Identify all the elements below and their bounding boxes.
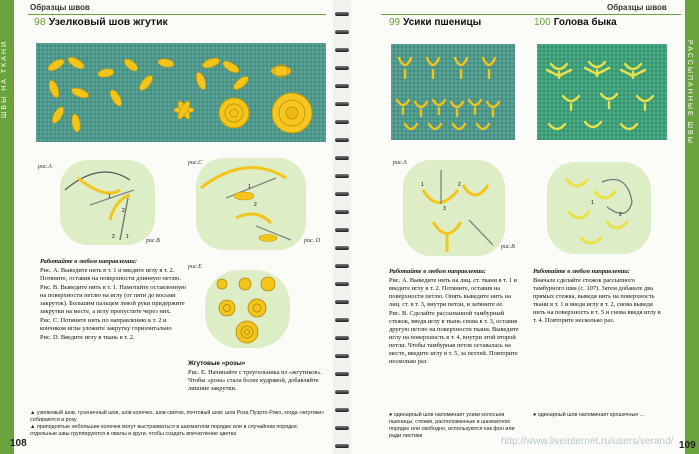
footnote-2: ▲ приподнятые небольшие колечки могут выстраиваться в шахматном порядке или в случайном порядке; отдельные швы группируются в овалы и круги, чтобы создать впечатление цветка [30, 424, 299, 437]
fig-label-c: рис.С [188, 160, 203, 166]
side-tab-right-label: РАССЫПАННЫЕ ШВЫ [686, 40, 693, 145]
svg-text:1: 1 [126, 234, 129, 240]
stitch-title-98 [34, 16, 168, 28]
side-tab-left [0, 0, 14, 454]
instructions-98 [40, 258, 190, 343]
stitch-photo-100 [537, 44, 667, 140]
page-number-left: 108 [10, 438, 27, 449]
fig-label-e: рис.Е [188, 264, 202, 270]
svg-text:1: 1 [421, 182, 424, 188]
diagram-a-b [60, 160, 155, 245]
instruction-99-a: Рис. А. Выведите нить на лиц. ст. ткани в т. 1 и введите иглу в т. 2. Потяните, оставив на поверхности петлю. Опять выведите нить на лиц. ст. в т. 3, внутри петли, и затяните ее. [389, 277, 517, 308]
footnotes-98 [30, 410, 326, 438]
stitch-name: Голова быка [553, 17, 617, 28]
page-number-right: 109 [679, 440, 696, 451]
instruction-d: Рис. D. Введите иглу в ткань в т. 2. [40, 334, 135, 341]
svg-text:2: 2 [458, 182, 461, 188]
left-page [0, 0, 333, 454]
stitch-name: Усики пшеницы [403, 17, 482, 28]
side-tab-left-label: ШВЫ НА ТКАНИ [1, 40, 8, 119]
instruction-100: Вначале сделайте стежок рассыпного тамбурного шва (с. 107). Затем добавьте два прямых стежка, выведя нить на поверхность ткани в т. 1 и введя иглу в т. 2, снова выведя нить на поверхность в т. 5 и снова введя иглу в т. 4. Повторите несколько раз. [533, 277, 661, 324]
right-page [351, 0, 699, 454]
stitch-number: 100 [534, 17, 551, 28]
fig-label-b: рис.В [146, 238, 160, 244]
stitch-title-100 [534, 17, 617, 28]
instructions-heading: Работайте в любом направлении: [533, 268, 630, 275]
stitch-photo-98 [36, 43, 326, 142]
diagram-e [205, 270, 290, 348]
side-tab-right [685, 0, 699, 454]
instructions-heading: Работайте в любом направлении: [389, 268, 486, 275]
roses-description: Рис. Е. Начинайте с треугольника из «жгутиков». Чтобы «роза» стала более кудрявой, добавляйте лишние закрутки. [188, 369, 323, 392]
fig-label-99-b: рис.В [501, 244, 515, 250]
diagram-c-d [196, 158, 306, 250]
instructions-99 [389, 268, 519, 367]
svg-text:2: 2 [122, 208, 125, 214]
svg-text:3: 3 [443, 206, 446, 212]
fig-label-99-a: рис.А [393, 160, 407, 166]
fig-label-a: рис.А [38, 164, 52, 170]
roses-heading: Жгутовые «розы» [188, 360, 246, 367]
footnote-1: ▲ узелковый шов, гусеничный шов, шов колечко, шов свиток, почтовый шов: шов Роза Пуэрто-Рико, когда «жгутики» собираются в розу [30, 410, 325, 423]
stitch-name: Узелковый шов жгутик [48, 16, 168, 28]
instruction-a: Рис. А. Выведите нить в т. 1 и введите иглу в т. 2. Потяните, оставив на поверхности длинную петлю. [40, 267, 181, 282]
svg-text:2: 2 [112, 234, 115, 240]
footnote-100: ● одинарный шов напоминает крошечные ... [533, 412, 645, 418]
svg-text:2: 2 [619, 212, 622, 218]
diagram-100 [547, 162, 651, 254]
svg-text:2: 2 [254, 202, 257, 208]
running-head-left: Образцы швов [30, 3, 90, 12]
diagram-99 [403, 160, 505, 256]
instructions-heading: Работайте в любом направлении: [40, 258, 137, 265]
head-rule-left [28, 14, 326, 15]
instruction-99-b: Рис. В. Сделайте рассыпанной тамбурный стежок, введя иглу в ткань снова в т. 3, оставив другую петлю на поверхности ткани. Выведите иглу на поверхность в т. 4, внутри этой второй петли. Чтобы тамбурная петля оставалась на месте, введите иглу в т. 5, за петлей. Повторите несколько раз. [389, 310, 519, 365]
running-head-right: Образцы швов [607, 3, 667, 12]
footnote-99: ● одинарный шов напоминает усики колосьев пшеницы; стежки, расположенные в шахматном порядке или свободно, используются как фон или ради листики [389, 412, 515, 439]
spiral-binding [333, 0, 351, 454]
instructions-100 [533, 268, 663, 326]
instruction-b: Рис. В. Выведите нить в т. 1. Намотайте оставленную на поверхности петлю на иглу (от пяти до восьми закруток). Большим пальцем левой руки придержите закрутки на месте, а иглу пропустите через них. [40, 284, 186, 315]
svg-text:1: 1 [108, 194, 111, 200]
stitch-number: 98 [34, 16, 46, 28]
head-rule-right [381, 14, 681, 15]
stitch-photo-99 [391, 44, 515, 140]
stitch-title-99 [389, 17, 481, 28]
roses-text [188, 360, 328, 394]
svg-text:1: 1 [591, 200, 594, 206]
instruction-c: Рис. С. Потяните нить по направлению к т. 2 и кончиком иглы уложите закрутку горизонтально [40, 317, 172, 332]
svg-text:1: 1 [248, 184, 251, 190]
stitch-number: 99 [389, 17, 401, 28]
fig-label-d: рис. D [304, 238, 320, 244]
watermark-url: http://www.liveinternet.ru/users/verand/ [501, 436, 674, 447]
